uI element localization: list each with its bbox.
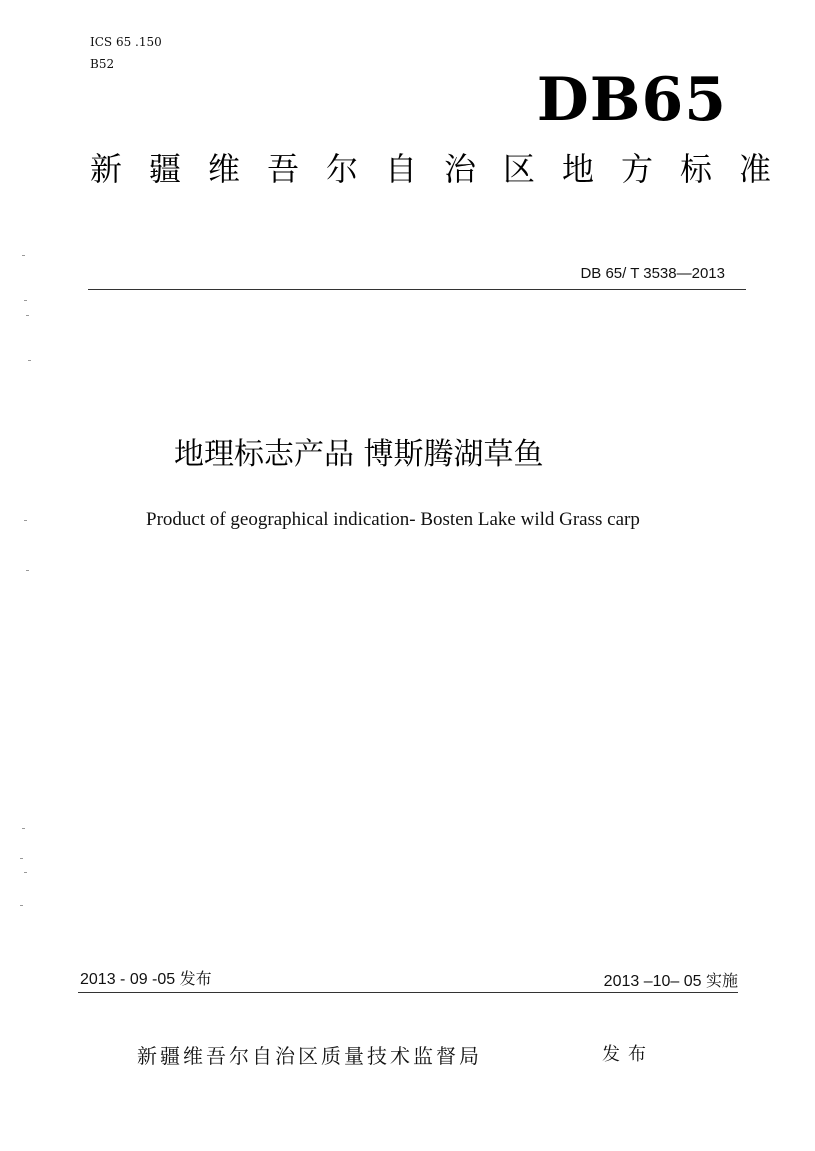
- scan-speck: [20, 858, 23, 859]
- scan-speck: [20, 905, 23, 906]
- document-title-english: Product of geographical indication- Bosten Lake wild Grass carp: [146, 509, 640, 530]
- db-logo: DB65: [536, 65, 727, 135]
- document-title-chinese: 地理标志产品 博斯腾湖草鱼: [174, 437, 544, 472]
- scan-speck: [26, 315, 29, 316]
- standard-type-title: 新疆维吾尔自治区地方标准: [90, 150, 799, 188]
- publish-date: 2013 - 09 -05 发布: [80, 971, 212, 988]
- scan-speck: [22, 828, 25, 829]
- scan-speck: [24, 872, 27, 873]
- classification-code: B52: [90, 57, 115, 71]
- ics-code: ICS 65 .150: [90, 35, 162, 49]
- top-divider: [88, 289, 746, 290]
- scan-speck: [24, 300, 27, 301]
- scan-speck: [28, 360, 31, 361]
- scan-speck: [24, 520, 27, 521]
- standard-number: DB 65/ T 3538—2013: [580, 265, 725, 282]
- issuing-authority: 新疆维吾尔自治区质量技术监督局: [137, 1044, 482, 1068]
- implement-date: 2013 –10– 05 实施: [603, 973, 738, 990]
- scan-speck: [26, 570, 29, 571]
- scan-speck: [22, 255, 25, 256]
- bottom-divider: [78, 992, 738, 993]
- issue-label: 发布: [602, 1044, 654, 1065]
